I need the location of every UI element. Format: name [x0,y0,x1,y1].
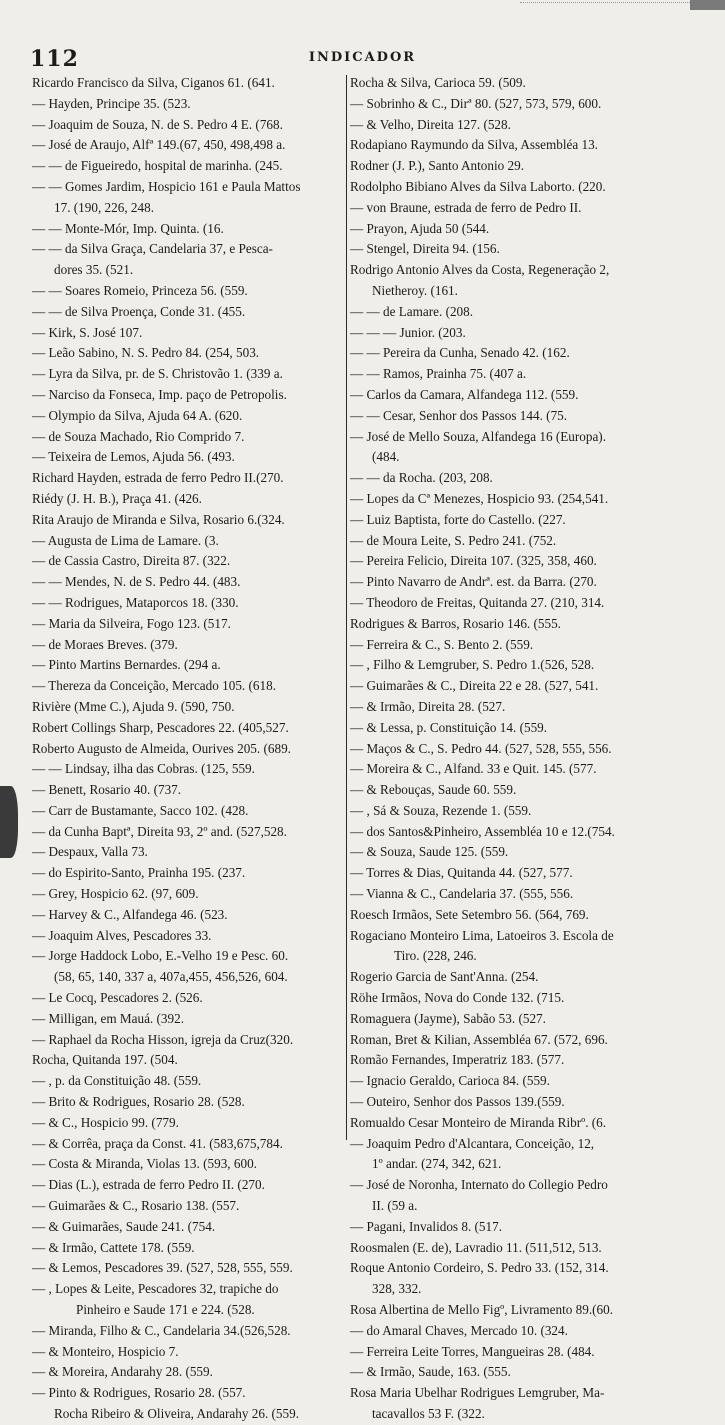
directory-entry-line: Roman, Bret & Kilian, Assembléa 67. (572, 696. [350,1031,608,1047]
directory-entry-line: 1º andar. (274, 342, 621. [372,1156,502,1172]
directory-entry-line: — Pinto & Rodrigues, Rosario 28. (557. [32,1385,246,1401]
directory-entry-line: Roosmalen (E. de), Lavradio 11. (511,512, 513. [350,1239,602,1255]
directory-entry-line: — Augusta de Lima de Lamare. (3. [32,532,219,548]
directory-entry-line: — Stengel, Direita 94. (156. [350,241,500,257]
directory-entry-line: — Leão Sabino, N. S. Pedro 84. (254, 503. [32,345,260,361]
directory-entry-line: — Ignacio Geraldo, Carioca 84. (559. [350,1073,550,1089]
directory-entry-line: — — Ramos, Prainha 75. (407 a. [350,366,527,382]
directory-entry-line: — — da Rocha. (203, 208. [350,470,493,486]
directory-entry-line: — do Espirito-Santo, Prainha 195. (237. [32,865,246,881]
directory-entry-line: Romaguera (Jayme), Sabão 53. (527. [350,1010,546,1026]
directory-entry-line: — Joaquim Alves, Pescadores 33. [32,927,212,943]
directory-entry-line: — Teixeira de Lemos, Ajuda 56. (493. [32,449,235,465]
directory-entry-line: 328, 332. [372,1281,422,1297]
directory-entry-line: — Lopes da Cª Menezes, Hospicio 93. (254,541. [350,490,609,506]
directory-entry-line: — Vianna & C., Candelaria 37. (555, 556. [350,886,574,902]
directory-entry-line: Roberto Augusto de Almeida, Ourives 205. (689. [32,740,291,756]
directory-entry-line: Rogerio Garcia de Sant'Anna. (254. [350,969,539,985]
directory-entry-line: Rodrigo Antonio Alves da Costa, Regeneração 2, [350,262,610,278]
directory-entry-line: — Costa & Miranda, Violas 13. (593, 600. [32,1156,257,1172]
directory-entry-line: — — de Silva Proença, Conde 31. (455. [32,303,246,319]
directory-entry-line: — , Lopes & Leite, Pescadores 32, trapiche do [32,1281,279,1297]
directory-entry-line: tacavallos 53 F. (322. [372,1406,485,1421]
directory-entry-line: — Luiz Baptista, forte do Castello. (227. [350,511,566,527]
directory-entry-line: — & Souza, Saude 125. (559. [350,844,509,860]
directory-entry-line: Ricardo Francisco da Silva, Ciganos 61. (641. [32,75,275,90]
directory-entry-line: (58, 65, 140, 337 a, 407a,455, 456,526, 604. [54,969,288,985]
directory-entry-line: Rogaciano Monteiro Lima, Latoeiros 3. Escola de [350,927,614,943]
directory-entry-line: — Le Cocq, Pescadores 2. (526. [32,990,203,1006]
directory-entry-line: — Carlos da Camara, Alfandega 112. (559. [350,386,579,402]
directory-entry-line: — — Mendes, N. de S. Pedro 44. (483. [32,574,241,590]
directory-entry-line: — Moreira & C., Alfand. 33 e Quit. 145. (577. [350,761,597,777]
directory-entry-line: — & Corrêa, praça da Const. 41. (583,675,784. [32,1135,283,1151]
directory-entry-line: — Dias (L.), estrada de ferro Pedro II. (270. [32,1177,265,1193]
left-column [32,73,345,1421]
directory-entry-line: Rodner (J. P.), Santo Antonio 29. [350,158,525,174]
directory-entry-line: Robert Collings Sharp, Pescadores 22. (405,527. [32,719,289,735]
directory-entry-line: Rivière (Mme C.), Ajuda 9. (590, 750. [32,698,235,714]
directory-entry-line: II. (59 a. [372,1198,418,1214]
directory-entry-line: — & Velho, Direita 127. (528. [350,116,511,132]
directory-entry-line: Tiro. (228, 246. [394,948,477,964]
directory-entry-line: — — Cesar, Senhor dos Passos 144. (75. [350,407,568,423]
directory-entry-line: Rocha Ribeiro & Oliveira, Andarahy 26. (559. [54,1406,300,1421]
directory-entry-line: — Joaquim Pedro d'Alcantara, Conceição, 12, [350,1135,595,1151]
directory-entry-line: — , p. da Constituição 48. (559. [32,1073,202,1089]
column-divider [346,75,347,1140]
directory-entry-line: — Prayon, Ajuda 50 (544. [350,220,490,236]
directory-entry-line: Rodapiano Raymundo da Silva, Assembléa 13. [350,137,598,153]
directory-entry-line: — Thereza da Conceição, Mercado 105. (618. [32,678,276,694]
directory-entry-line: — & Irmão, Saude, 163. (555. [350,1364,511,1380]
directory-entry-line: — , Sá & Souza, Rezende 1. (559. [350,802,532,818]
directory-entry-line: — von Braune, estrada de ferro de Pedro II. [350,199,582,215]
directory-entry-line: Rosa Maria Ubelhar Rodrigues Lemgruber, Ma- [350,1385,605,1401]
directory-entry-line: — — Monte-Mór, Imp. Quinta. (16. [32,220,224,236]
directory-entry-line: — de Moura Leite, S. Pedro 241. (752. [350,532,557,548]
directory-entry-line: — Hayden, Principe 35. (523. [32,95,191,111]
directory-entry-line: — — da Silva Graça, Candelaria 37, e Pesca- [32,241,273,257]
directory-entry-line: — Guimarães & C., Direita 22 e 28. (527, 541. [350,678,599,694]
directory-entry-line: — & Rebouças, Saude 60. 559. [350,782,517,798]
directory-entry-line: — Torres & Dias, Quitanda 44. (527, 577. [350,865,573,881]
directory-entry-line: Roque Antonio Cordeiro, S. Pedro 33. (152, 314. [350,1260,609,1276]
directory-entry-line: — dos Santos&Pinheiro, Assembléa 10 e 12.(754. [350,823,615,839]
directory-entry-line: — Harvey & C., Alfandega 46. (523. [32,906,228,922]
directory-entry-line: — Maços & C., S. Pedro 44. (527, 528, 555, 556. [350,740,612,756]
directory-entry-line: — Olympio da Silva, Ajuda 64 A. (620. [32,407,243,423]
directory-entry-line: (484. [372,449,400,465]
directory-entry-line: Roesch Irmãos, Sete Setembro 56. (564, 769. [350,906,589,922]
directory-entry-line: — Pereira Felicio, Direita 107. (325, 358, 460. [350,553,597,569]
directory-entry-line: — da Cunha Baptª, Direita 93, 2º and. (527,528. [32,823,287,839]
directory-entry-line: — Grey, Hospicio 62. (97, 609. [32,886,199,902]
directory-entry-line: — & Guimarães, Saude 241. (754. [32,1218,216,1234]
directory-entry-line: — — de Lamare. (208. [350,303,474,319]
directory-entry-line: Nietheroy. (161. [372,282,458,298]
directory-entry-line: Rosa Albertina de Mello Figº, Livramento 89.(60. [350,1302,614,1318]
directory-entry-line: — Despaux, Valla 73. [32,844,148,860]
directory-entry-line: — — Soares Romeio, Princeza 56. (559. [32,282,248,298]
directory-entry-line: — Jorge Haddock Lobo, E.-Velho 19 e Pesc. 60. [32,948,289,964]
directory-entry-line: — de Moraes Breves. (379. [32,636,178,652]
directory-entry-line: — Brito & Rodrigues, Rosario 28. (528. [32,1094,245,1110]
directory-entry-line: Pinheiro e Saude 171 e 224. (528. [76,1302,255,1318]
directory-entry-line: — José de Araujo, Alfª 149.(67, 450, 498,498 a. [32,137,286,153]
directory-entry-line: — Pagani, Invalidos 8. (517. [350,1218,503,1234]
directory-entry-line: Röhe Irmãos, Nova do Conde 132. (715. [350,990,565,1006]
directory-entry-line: — Miranda, Filho & C., Candelaria 34.(526,528. [32,1322,291,1338]
directory-entry-line: — — — Junior. (203. [350,324,466,340]
ink-smudge [0,786,18,858]
directory-entry-line: — & Irmão, Direita 28. (527. [350,698,506,714]
directory-entry-line: — Outeiro, Senhor dos Passos 139.(559. [350,1094,565,1110]
directory-entry-line: — & Moreira, Andarahy 28. (559. [32,1364,213,1380]
directory-entry-line: — José de Mello Souza, Alfandega 16 (Europa). [350,428,606,444]
directory-entry-line: — & C., Hospicio 99. (779. [32,1114,179,1130]
running-head: INDICADOR [308,50,417,65]
right-column [350,73,722,1421]
directory-entry-line: — — de Figueiredo, hospital de marinha. (245. [32,158,283,174]
directory-entry-line: — & Lessa, p. Constituição 14. (559. [350,719,548,735]
directory-entry-line: — José de Noronha, Internato do Collegio Pedro [350,1177,608,1193]
directory-entry-line: — do Amaral Chaves, Mercado 10. (324. [350,1322,568,1338]
directory-entry-line: — & Lemos, Pescadores 39. (527, 528, 555, 559. [32,1260,293,1276]
directory-entry-line: — & Monteiro, Hospicio 7. [32,1343,179,1359]
directory-entry-line: — & Irmão, Cattete 178. (559. [32,1239,195,1255]
directory-entry-line: — Ferreira & C., S. Bento 2. (559. [350,636,534,652]
directory-entry-line: — Guimarães & C., Rosario 138. (557. [32,1198,240,1214]
directory-entry-line: dores 35. (521. [54,262,134,278]
directory-entry-line: Rodrigues & Barros, Rosario 146. (555. [350,615,561,631]
directory-entry-line: — Narciso da Fonseca, Imp. paço de Petropolis. [32,386,287,402]
directory-entry-line: — — Pereira da Cunha, Senado 42. (162. [350,345,570,361]
directory-entry-line: — , Filho & Lemgruber, S. Pedro 1.(526, 528. [350,657,595,673]
directory-entry-line: — — Gomes Jardim, Hospicio 161 e Paula Mattos [32,178,301,194]
directory-entry-line: Riédy (J. H. B.), Praça 41. (426. [32,490,202,506]
directory-entry-line: — Milligan, em Mauá. (392. [32,1010,184,1026]
directory-entry-line: — de Souza Machado, Rio Comprido 7. [32,428,245,444]
directory-entry-line: — Maria da Silveira, Fogo 123. (517. [32,615,231,631]
directory-entry-line: — Sobrinho & C., Dirª 80. (527, 573, 579, 600. [350,95,602,111]
directory-entry-line: Richard Hayden, estrada de ferro Pedro II.(270. [32,470,284,486]
directory-entry-line: — Theodoro de Freitas, Quitanda 27. (210, 314. [350,594,605,610]
directory-entry-line: — Ferreira Leite Torres, Mangueiras 28. (484. [350,1343,595,1359]
directory-entry-line: — Pinto Martins Bernardes. (294 a. [32,657,221,673]
directory-entry-line: Rita Araujo de Miranda e Silva, Rosario 6.(324. [32,511,285,527]
directory-entry-line: Rodolpho Bibiano Alves da Silva Laborto. (220. [350,178,606,194]
directory-entry-line: — Kirk, S. José 107. [32,324,143,340]
directory-entry-line: — Pinto Navarro de Andrª. est. da Barra. (270. [350,574,597,590]
directory-entry-line: — Benett, Rosario 40. (737. [32,782,182,798]
directory-entry-line: Rocha, Quitanda 197. (504. [32,1052,178,1068]
corner-mark [690,0,725,10]
directory-entry-line: — Joaquim de Souza, N. de S. Pedro 4 E. (768. [32,116,283,132]
directory-entry-line: — Carr de Bustamante, Sacco 102. (428. [32,802,249,818]
directory-entry-line: — Raphael da Rocha Hisson, igreja da Cruz(320. [32,1031,294,1047]
directory-entry-line: Romualdo Cesar Monteiro de Miranda Ribrº. (6. [350,1114,607,1130]
directory-entry-line: — Lyra da Silva, pr. de S. Christovão 1. (339 a. [32,366,283,382]
directory-entry-line: Rocha & Silva, Carioca 59. (509. [350,75,526,90]
directory-entry-line: 17. (190, 226, 248. [54,199,155,215]
directory-entry-line: Romão Fernandes, Imperatriz 183. (577. [350,1052,565,1068]
directory-entry-line: — — Lindsay, ilha das Cobras. (125, 559. [32,761,255,777]
directory-entry-line: — de Cassia Castro, Direita 87. (322. [32,553,231,569]
directory-entry-line: — — Rodrigues, Mataporcos 18. (330. [32,594,239,610]
page-number: 112 [30,46,79,72]
